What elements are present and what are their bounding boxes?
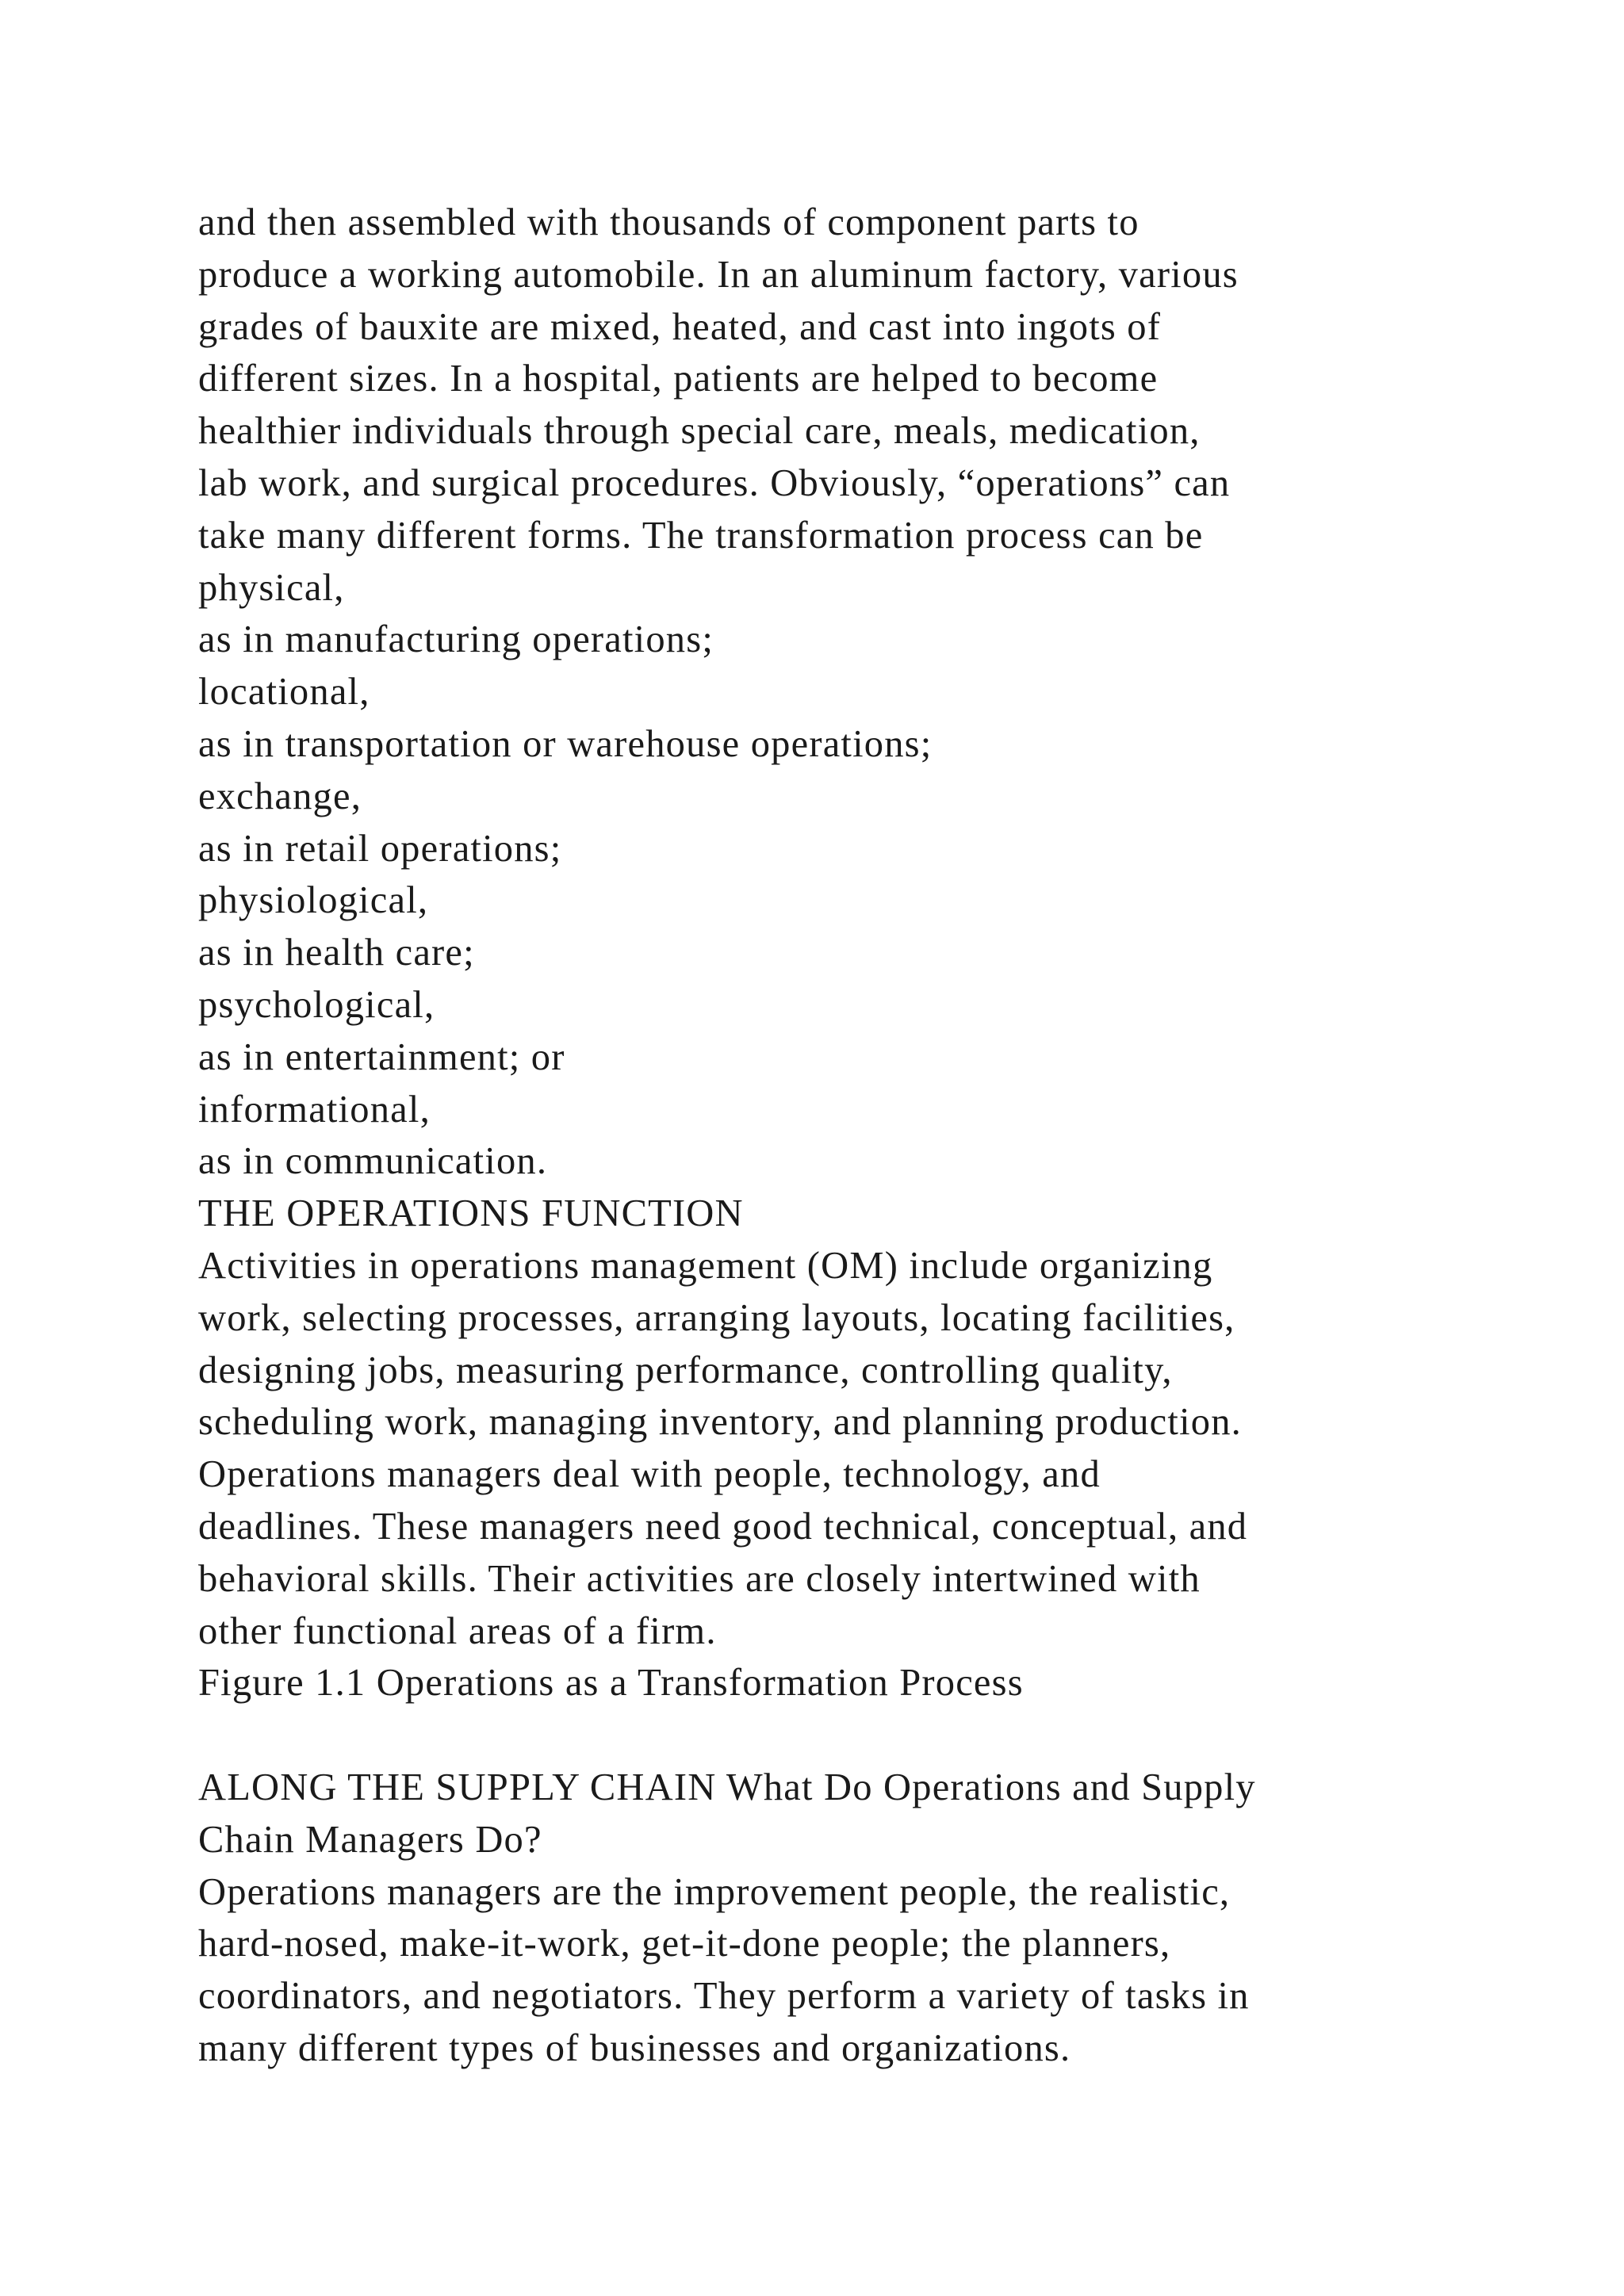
text-line: as in retail operations; [198,827,562,870]
text-line: Operations managers deal with people, technology, and [198,1453,1101,1496]
text-line: scheduling work, managing inventory, and planning production. [198,1401,1242,1444]
text-line: many different types of businesses and organizations. [198,2026,1071,2069]
box-heading: Chain Managers Do? [198,1818,542,1861]
text-line: produce a working automobile. In an aluminum factory, various [198,253,1239,296]
text-line: as in entertainment; or [198,1035,565,1078]
text-line: take many different forms. The transformation process can be [198,514,1204,557]
text-line: as in communication. [198,1140,548,1183]
box-heading: ALONG THE SUPPLY CHAIN What Do Operations and Supply [198,1766,1256,1808]
text-line: as in health care; [198,932,475,974]
text-line: psychological, [198,983,435,1026]
text-line: as in transportation or warehouse operations; [198,722,933,765]
text-line: different sizes. In a hospital, patients are helped to become [198,358,1159,400]
figure-caption: Figure 1.1 Operations as a Transformation Process [198,1662,1024,1705]
text-line: as in manufacturing operations; [198,618,714,661]
text-line: grades of bauxite are mixed, heated, and cast into ingots of [198,305,1162,348]
text-line: Activities in operations management (OM) include organizing [198,1244,1213,1287]
text-line: informational, [198,1088,431,1131]
text-line: work, selecting processes, arranging layouts, locating facilities, [198,1296,1235,1339]
text-line: other functional areas of a firm. [198,1609,717,1652]
text-line: physiological, [198,879,429,922]
blank-line [198,1709,1507,1762]
text-line: locational, [198,671,370,714]
text-line: coordinators, and negotiators. They perform a variety of tasks in [198,1975,1250,2018]
text-line: Operations managers are the improvement people, the realistic, [198,1870,1231,1913]
text-line: behavioral skills. Their activities are closely intertwined with [198,1557,1201,1600]
text-line: exchange, [198,775,362,817]
text-line: hard-nosed, make-it-work, get-it-done people; the planners, [198,1923,1171,1965]
text-line: deadlines. These managers need good technical, conceptual, and [198,1505,1248,1548]
text-line: lab work, and surgical procedures. Obviously, “operations” can [198,461,1231,504]
text-line: physical, [198,566,345,609]
section-heading: THE OPERATIONS FUNCTION [198,1192,744,1235]
text-line: and then assembled with thousands of component parts to [198,201,1139,243]
body-text [198,197,1507,2075]
text-line: designing jobs, measuring performance, controlling quality, [198,1349,1173,1391]
text-line: healthier individuals through special care, meals, medication, [198,410,1201,453]
